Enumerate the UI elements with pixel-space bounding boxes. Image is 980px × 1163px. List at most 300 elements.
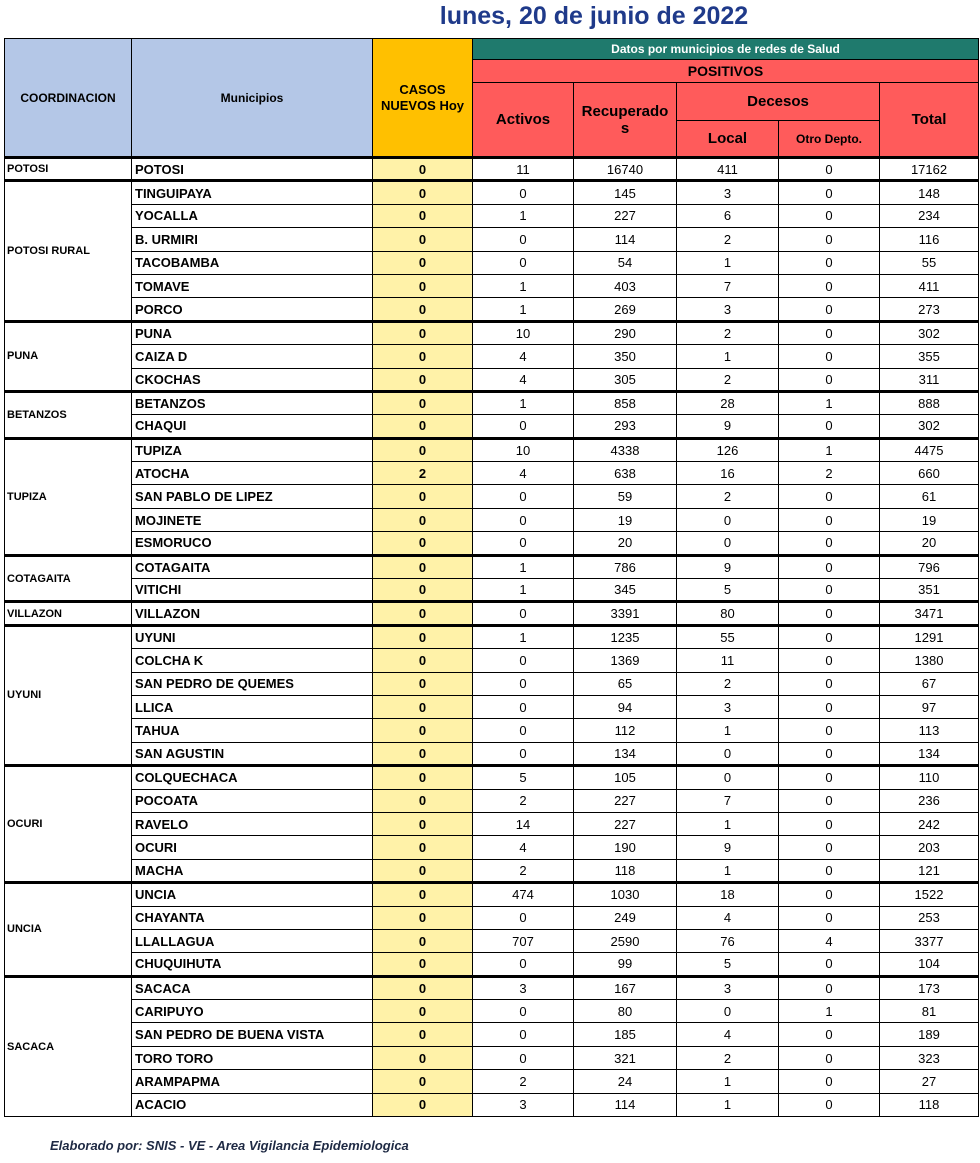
otro-depto-cell: 0 xyxy=(779,859,880,882)
local-cell: 28 xyxy=(677,391,779,414)
total-cell: 411 xyxy=(880,274,979,297)
casos-nuevos-cell: 0 xyxy=(373,906,473,929)
casos-nuevos-cell: 0 xyxy=(373,181,473,204)
local-cell: 1 xyxy=(677,1093,779,1116)
recuperados-cell: 345 xyxy=(574,579,677,602)
activos-cell: 1 xyxy=(473,204,574,227)
otro-depto-cell: 0 xyxy=(779,158,880,181)
otro-depto-cell: 0 xyxy=(779,415,880,438)
local-cell: 0 xyxy=(677,742,779,765)
local-cell: 3 xyxy=(677,298,779,321)
table-row xyxy=(5,859,979,882)
total-cell: 4475 xyxy=(880,438,979,461)
activos-cell: 0 xyxy=(473,485,574,508)
recuperados-cell: 190 xyxy=(574,836,677,859)
table-row xyxy=(5,391,979,414)
activos-cell: 0 xyxy=(473,228,574,251)
table-row xyxy=(5,368,979,391)
activos-cell: 14 xyxy=(473,812,574,835)
table-row xyxy=(5,953,979,976)
casos-nuevos-cell: 0 xyxy=(373,859,473,882)
coordinacion-cell: SACACA xyxy=(5,976,132,1116)
municipio-cell: LLALLAGUA xyxy=(132,929,373,952)
otro-depto-cell: 0 xyxy=(779,345,880,368)
local-cell: 0 xyxy=(677,508,779,531)
coordinacion-cell: POTOSI RURAL xyxy=(5,181,132,321)
casos-nuevos-cell: 0 xyxy=(373,274,473,297)
municipio-cell: CHUQUIHUTA xyxy=(132,953,373,976)
municipio-cell: BETANZOS xyxy=(132,391,373,414)
activos-cell: 0 xyxy=(473,906,574,929)
local-cell: 9 xyxy=(677,836,779,859)
casos-nuevos-cell: 0 xyxy=(373,321,473,344)
otro-depto-cell: 1 xyxy=(779,438,880,461)
coordinacion-cell: BETANZOS xyxy=(5,391,132,438)
recuperados-cell: 293 xyxy=(574,415,677,438)
otro-depto-cell: 0 xyxy=(779,836,880,859)
casos-nuevos-cell: 0 xyxy=(373,1093,473,1116)
total-cell: 351 xyxy=(880,579,979,602)
recuperados-cell: 1030 xyxy=(574,883,677,906)
local-cell: 7 xyxy=(677,274,779,297)
activos-cell: 10 xyxy=(473,321,574,344)
table-row xyxy=(5,672,979,695)
table-row xyxy=(5,766,979,789)
local-cell: 16 xyxy=(677,462,779,485)
recuperados-cell: 227 xyxy=(574,789,677,812)
local-cell: 0 xyxy=(677,532,779,555)
header-decesos: Decesos xyxy=(677,83,880,121)
table-row xyxy=(5,695,979,718)
recuperados-cell: 1369 xyxy=(574,649,677,672)
otro-depto-cell: 0 xyxy=(779,976,880,999)
casos-nuevos-cell: 0 xyxy=(373,158,473,181)
coordinacion-cell: COTAGAITA xyxy=(5,555,132,602)
recuperados-cell: 185 xyxy=(574,1023,677,1046)
casos-nuevos-cell: 0 xyxy=(373,672,473,695)
municipio-cell: ESMORUCO xyxy=(132,532,373,555)
header-casos-line1: CASOS xyxy=(399,81,446,97)
header-total: Total xyxy=(880,83,979,158)
casos-nuevos-cell: 0 xyxy=(373,812,473,835)
otro-depto-cell: 0 xyxy=(779,602,880,625)
recuperados-cell: 16740 xyxy=(574,158,677,181)
casos-nuevos-cell: 0 xyxy=(373,228,473,251)
table-row xyxy=(5,274,979,297)
header-municipios: Municipios xyxy=(132,39,373,158)
otro-depto-cell: 0 xyxy=(779,1046,880,1069)
total-cell: 20 xyxy=(880,532,979,555)
recuperados-cell: 99 xyxy=(574,953,677,976)
casos-nuevos-cell: 0 xyxy=(373,976,473,999)
municipio-cell: PUNA xyxy=(132,321,373,344)
municipio-cell: CHAYANTA xyxy=(132,906,373,929)
table-row xyxy=(5,812,979,835)
recuperados-cell: 858 xyxy=(574,391,677,414)
table-row xyxy=(5,649,979,672)
table-row xyxy=(5,415,979,438)
activos-cell: 0 xyxy=(473,1000,574,1023)
recuperados-cell: 350 xyxy=(574,345,677,368)
otro-depto-cell: 1 xyxy=(779,1000,880,1023)
municipio-cell: TINGUIPAYA xyxy=(132,181,373,204)
coordinacion-cell: OCURI xyxy=(5,766,132,883)
table-row xyxy=(5,228,979,251)
municipio-cell: COLCHA K xyxy=(132,649,373,672)
total-cell: 148 xyxy=(880,181,979,204)
total-cell: 81 xyxy=(880,1000,979,1023)
casos-nuevos-cell: 0 xyxy=(373,298,473,321)
coordinacion-cell: POTOSI xyxy=(5,158,132,181)
total-cell: 189 xyxy=(880,1023,979,1046)
local-cell: 2 xyxy=(677,228,779,251)
local-cell: 2 xyxy=(677,1046,779,1069)
municipio-cell: RAVELO xyxy=(132,812,373,835)
otro-depto-cell: 0 xyxy=(779,204,880,227)
municipio-cell: VILLAZON xyxy=(132,602,373,625)
recuperados-cell: 20 xyxy=(574,532,677,555)
recuperados-cell: 290 xyxy=(574,321,677,344)
activos-cell: 4 xyxy=(473,345,574,368)
otro-depto-cell: 0 xyxy=(779,766,880,789)
local-cell: 3 xyxy=(677,976,779,999)
recuperados-cell: 94 xyxy=(574,695,677,718)
municipio-cell: SAN PEDRO DE BUENA VISTA xyxy=(132,1023,373,1046)
total-cell: 311 xyxy=(880,368,979,391)
casos-nuevos-cell: 0 xyxy=(373,345,473,368)
table-row xyxy=(5,602,979,625)
total-cell: 67 xyxy=(880,672,979,695)
recuperados-cell: 786 xyxy=(574,555,677,578)
local-cell: 1 xyxy=(677,251,779,274)
table-row xyxy=(5,1046,979,1069)
otro-depto-cell: 0 xyxy=(779,579,880,602)
table-body xyxy=(5,158,979,1117)
recuperados-cell: 59 xyxy=(574,485,677,508)
total-cell: 796 xyxy=(880,555,979,578)
casos-nuevos-cell: 0 xyxy=(373,438,473,461)
casos-nuevos-cell: 0 xyxy=(373,1046,473,1069)
total-cell: 97 xyxy=(880,695,979,718)
municipio-cell: CHAQUI xyxy=(132,415,373,438)
table-row xyxy=(5,485,979,508)
municipio-cell: SACACA xyxy=(132,976,373,999)
recuperados-cell: 1235 xyxy=(574,625,677,648)
total-cell: 1380 xyxy=(880,649,979,672)
otro-depto-cell: 0 xyxy=(779,742,880,765)
total-cell: 203 xyxy=(880,836,979,859)
municipio-cell: SAN PEDRO DE QUEMES xyxy=(132,672,373,695)
casos-nuevos-cell: 0 xyxy=(373,485,473,508)
table-row xyxy=(5,532,979,555)
casos-nuevos-cell: 0 xyxy=(373,251,473,274)
table-row xyxy=(5,836,979,859)
casos-nuevos-cell: 0 xyxy=(373,579,473,602)
municipio-cell: POCOATA xyxy=(132,789,373,812)
local-cell: 2 xyxy=(677,368,779,391)
local-cell: 9 xyxy=(677,415,779,438)
municipio-cell: ACACIO xyxy=(132,1093,373,1116)
total-cell: 888 xyxy=(880,391,979,414)
otro-depto-cell: 0 xyxy=(779,812,880,835)
table-row xyxy=(5,462,979,485)
table-row xyxy=(5,976,979,999)
cases-table xyxy=(4,38,979,1117)
otro-depto-cell: 0 xyxy=(779,625,880,648)
casos-nuevos-cell: 0 xyxy=(373,391,473,414)
activos-cell: 2 xyxy=(473,1070,574,1093)
otro-depto-cell: 0 xyxy=(779,719,880,742)
total-cell: 116 xyxy=(880,228,979,251)
municipio-cell: TOMAVE xyxy=(132,274,373,297)
casos-nuevos-cell: 0 xyxy=(373,368,473,391)
total-cell: 104 xyxy=(880,953,979,976)
local-cell: 5 xyxy=(677,579,779,602)
municipio-cell: POTOSI xyxy=(132,158,373,181)
activos-cell: 1 xyxy=(473,555,574,578)
table-row xyxy=(5,1023,979,1046)
recuperados-cell: 321 xyxy=(574,1046,677,1069)
activos-cell: 0 xyxy=(473,508,574,531)
municipio-cell: SAN AGUSTIN xyxy=(132,742,373,765)
casos-nuevos-cell: 0 xyxy=(373,766,473,789)
casos-nuevos-cell: 0 xyxy=(373,789,473,812)
table-row xyxy=(5,906,979,929)
table-row xyxy=(5,1070,979,1093)
recuperados-cell: 227 xyxy=(574,812,677,835)
municipio-cell: ATOCHA xyxy=(132,462,373,485)
recuperados-cell: 638 xyxy=(574,462,677,485)
recuperados-cell: 269 xyxy=(574,298,677,321)
table-row xyxy=(5,742,979,765)
total-cell: 1291 xyxy=(880,625,979,648)
local-cell: 1 xyxy=(677,859,779,882)
local-cell: 3 xyxy=(677,181,779,204)
header-local: Local xyxy=(677,121,779,158)
table-row xyxy=(5,929,979,952)
table-row xyxy=(5,204,979,227)
header-recuperados-line1: Recuperado xyxy=(581,102,669,120)
table-row xyxy=(5,251,979,274)
local-cell: 0 xyxy=(677,766,779,789)
local-cell: 11 xyxy=(677,649,779,672)
activos-cell: 0 xyxy=(473,415,574,438)
casos-nuevos-cell: 0 xyxy=(373,929,473,952)
table-row xyxy=(5,321,979,344)
activos-cell: 0 xyxy=(473,1023,574,1046)
total-cell: 660 xyxy=(880,462,979,485)
otro-depto-cell: 0 xyxy=(779,789,880,812)
otro-depto-cell: 0 xyxy=(779,368,880,391)
otro-depto-cell: 0 xyxy=(779,181,880,204)
casos-nuevos-cell: 0 xyxy=(373,555,473,578)
otro-depto-cell: 0 xyxy=(779,532,880,555)
otro-depto-cell: 2 xyxy=(779,462,880,485)
otro-depto-cell: 0 xyxy=(779,906,880,929)
otro-depto-cell: 0 xyxy=(779,228,880,251)
table-row xyxy=(5,1000,979,1023)
casos-nuevos-cell: 0 xyxy=(373,1070,473,1093)
table-row xyxy=(5,625,979,648)
local-cell: 55 xyxy=(677,625,779,648)
total-cell: 242 xyxy=(880,812,979,835)
local-cell: 80 xyxy=(677,602,779,625)
otro-depto-cell: 0 xyxy=(779,274,880,297)
local-cell: 4 xyxy=(677,1023,779,1046)
coordinacion-cell: UNCIA xyxy=(5,883,132,977)
recuperados-cell: 134 xyxy=(574,742,677,765)
total-cell: 110 xyxy=(880,766,979,789)
activos-cell: 11 xyxy=(473,158,574,181)
recuperados-cell: 3391 xyxy=(574,602,677,625)
casos-nuevos-cell: 0 xyxy=(373,649,473,672)
recuperados-cell: 65 xyxy=(574,672,677,695)
activos-cell: 0 xyxy=(473,1046,574,1069)
casos-nuevos-cell: 0 xyxy=(373,883,473,906)
activos-cell: 707 xyxy=(473,929,574,952)
local-cell: 3 xyxy=(677,695,779,718)
recuperados-cell: 105 xyxy=(574,766,677,789)
municipio-cell: COLQUECHACA xyxy=(132,766,373,789)
otro-depto-cell: 0 xyxy=(779,883,880,906)
local-cell: 1 xyxy=(677,345,779,368)
table-row xyxy=(5,181,979,204)
table-row xyxy=(5,438,979,461)
total-cell: 273 xyxy=(880,298,979,321)
coordinacion-cell: UYUNI xyxy=(5,625,132,765)
total-cell: 173 xyxy=(880,976,979,999)
local-cell: 126 xyxy=(677,438,779,461)
activos-cell: 0 xyxy=(473,953,574,976)
activos-cell: 3 xyxy=(473,1093,574,1116)
activos-cell: 0 xyxy=(473,695,574,718)
total-cell: 302 xyxy=(880,321,979,344)
otro-depto-cell: 0 xyxy=(779,485,880,508)
municipio-cell: TAHUA xyxy=(132,719,373,742)
total-cell: 118 xyxy=(880,1093,979,1116)
total-cell: 236 xyxy=(880,789,979,812)
municipio-cell: SAN PABLO DE LIPEZ xyxy=(132,485,373,508)
header-otro-depto: Otro Depto. xyxy=(779,121,880,158)
local-cell: 5 xyxy=(677,953,779,976)
activos-cell: 0 xyxy=(473,672,574,695)
municipio-cell: COTAGAITA xyxy=(132,555,373,578)
recuperados-cell: 114 xyxy=(574,228,677,251)
local-cell: 0 xyxy=(677,1000,779,1023)
otro-depto-cell: 0 xyxy=(779,321,880,344)
activos-cell: 3 xyxy=(473,976,574,999)
table-row xyxy=(5,508,979,531)
table-row xyxy=(5,298,979,321)
municipio-cell: CAIZA D xyxy=(132,345,373,368)
header-casos-line2: NUEVOS Hoy xyxy=(380,97,465,113)
otro-depto-cell: 0 xyxy=(779,672,880,695)
otro-depto-cell: 0 xyxy=(779,298,880,321)
total-cell: 3471 xyxy=(880,602,979,625)
recuperados-cell: 118 xyxy=(574,859,677,882)
casos-nuevos-cell: 0 xyxy=(373,508,473,531)
total-cell: 121 xyxy=(880,859,979,882)
otro-depto-cell: 0 xyxy=(779,953,880,976)
casos-nuevos-cell: 2 xyxy=(373,462,473,485)
table-row xyxy=(5,789,979,812)
local-cell: 18 xyxy=(677,883,779,906)
recuperados-cell: 80 xyxy=(574,1000,677,1023)
otro-depto-cell: 0 xyxy=(779,1023,880,1046)
total-cell: 323 xyxy=(880,1046,979,1069)
casos-nuevos-cell: 0 xyxy=(373,625,473,648)
municipio-cell: UNCIA xyxy=(132,883,373,906)
table-row xyxy=(5,345,979,368)
activos-cell: 0 xyxy=(473,602,574,625)
total-cell: 302 xyxy=(880,415,979,438)
activos-cell: 1 xyxy=(473,579,574,602)
table-row xyxy=(5,1093,979,1116)
municipio-cell: CKOCHAS xyxy=(132,368,373,391)
activos-cell: 5 xyxy=(473,766,574,789)
municipio-cell: MOJINETE xyxy=(132,508,373,531)
local-cell: 2 xyxy=(677,672,779,695)
total-cell: 253 xyxy=(880,906,979,929)
local-cell: 4 xyxy=(677,906,779,929)
total-cell: 3377 xyxy=(880,929,979,952)
total-cell: 17162 xyxy=(880,158,979,181)
recuperados-cell: 54 xyxy=(574,251,677,274)
activos-cell: 0 xyxy=(473,251,574,274)
recuperados-cell: 403 xyxy=(574,274,677,297)
local-cell: 1 xyxy=(677,1070,779,1093)
casos-nuevos-cell: 0 xyxy=(373,415,473,438)
coordinacion-cell: TUPIZA xyxy=(5,438,132,555)
total-cell: 234 xyxy=(880,204,979,227)
recuperados-cell: 167 xyxy=(574,976,677,999)
activos-cell: 1 xyxy=(473,391,574,414)
table-row xyxy=(5,579,979,602)
header-recuperados xyxy=(574,83,677,158)
otro-depto-cell: 1 xyxy=(779,391,880,414)
recuperados-cell: 227 xyxy=(574,204,677,227)
total-cell: 27 xyxy=(880,1070,979,1093)
otro-depto-cell: 0 xyxy=(779,1093,880,1116)
municipio-cell: OCURI xyxy=(132,836,373,859)
casos-nuevos-cell: 0 xyxy=(373,695,473,718)
header-coordinacion: COORDINACION xyxy=(5,39,132,158)
table-row xyxy=(5,883,979,906)
local-cell: 9 xyxy=(677,555,779,578)
local-cell: 76 xyxy=(677,929,779,952)
total-cell: 61 xyxy=(880,485,979,508)
header-datos: Datos por municipios de redes de Salud xyxy=(473,39,979,60)
otro-depto-cell: 0 xyxy=(779,695,880,718)
recuperados-cell: 19 xyxy=(574,508,677,531)
recuperados-cell: 2590 xyxy=(574,929,677,952)
total-cell: 355 xyxy=(880,345,979,368)
total-cell: 113 xyxy=(880,719,979,742)
casos-nuevos-cell: 0 xyxy=(373,836,473,859)
local-cell: 2 xyxy=(677,485,779,508)
activos-cell: 1 xyxy=(473,625,574,648)
table-row xyxy=(5,719,979,742)
casos-nuevos-cell: 0 xyxy=(373,742,473,765)
coordinacion-cell: PUNA xyxy=(5,321,132,391)
otro-depto-cell: 4 xyxy=(779,929,880,952)
coordinacion-cell: VILLAZON xyxy=(5,602,132,625)
local-cell: 7 xyxy=(677,789,779,812)
activos-cell: 4 xyxy=(473,836,574,859)
casos-nuevos-cell: 0 xyxy=(373,1023,473,1046)
recuperados-cell: 24 xyxy=(574,1070,677,1093)
otro-depto-cell: 0 xyxy=(779,649,880,672)
